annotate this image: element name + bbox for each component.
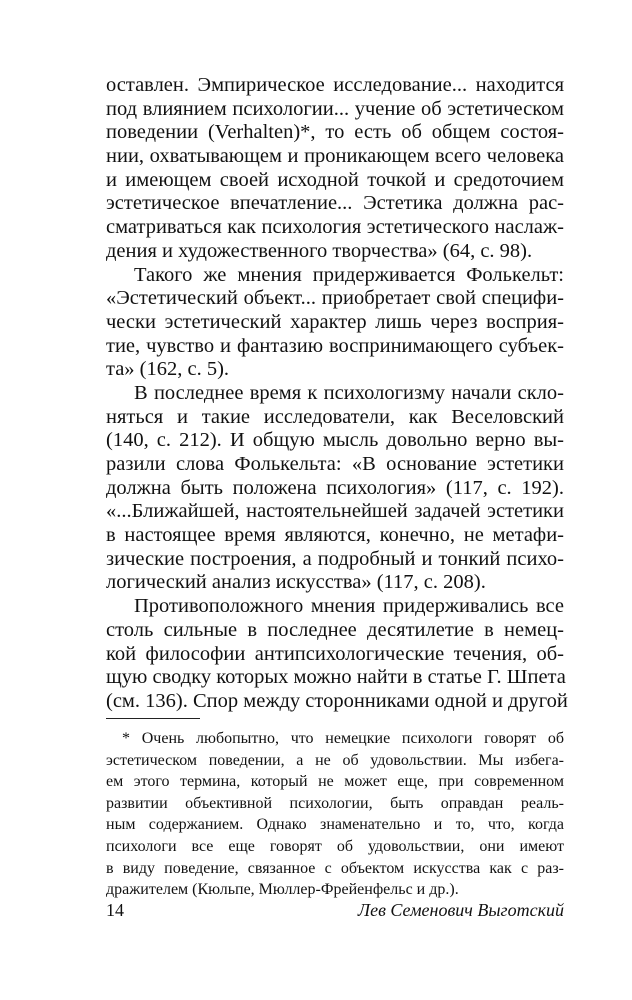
- text-line: дения и художественного творчества» (64, с. 98).: [106, 239, 533, 262]
- footnote-line: эстетическом поведении, а не об удовольствии. Мы избега-: [106, 751, 564, 769]
- footnote-line: развитии объективной психологии, быть оправдан реаль-: [106, 794, 564, 812]
- main-text: [106, 74, 568, 714]
- text-line: «Эстетический объект... приобретает свой специфи-: [106, 287, 564, 310]
- text-line: тие, чувство и фантазию воспринимающего субъек-: [106, 334, 564, 357]
- text-line: поведении (Verhalten)*, то есть об общем состоя-: [106, 121, 564, 144]
- text-line: нии, охватывающем и проникающем всего человека: [106, 145, 564, 168]
- footnote-line: в виду поведение, связанное с объектом искусства как с раз-: [106, 859, 564, 877]
- footnote: [106, 728, 564, 901]
- text-line: разили слова Фолькельта: «В основание эстетики: [106, 453, 564, 475]
- text-line: чески эстетический характер лишь через восприя-: [106, 310, 564, 333]
- footnote-line: ем этого термина, который не может еще, при современном: [106, 773, 564, 791]
- text-line: щую сводку которых можно найти в статье Г. Шпета: [106, 666, 566, 689]
- text-line: логический анализ искусства» (117, с. 208).: [106, 571, 486, 594]
- footnote-line: дражителем (Кюльпе, Мюллер-Фрейенфельс и др.).: [106, 881, 459, 899]
- text-line: оставлен. Эмпирическое исследование... находится: [106, 74, 564, 96]
- page-number: 14: [106, 900, 124, 920]
- text-line: (см. 136). Спор между сторонниками одной и другой: [106, 689, 568, 712]
- text-line: зические построения, а подробный и тонкий психо-: [106, 547, 564, 570]
- running-head-author: Лев Семенович Выготский: [357, 900, 564, 920]
- footnote-divider: [106, 718, 200, 719]
- text-line: под влиянием психологии... учение об эстетическом: [106, 97, 564, 120]
- footnote-line: * Очень любопытно, что немецкие психологи говорят об: [122, 730, 564, 747]
- text-line: сматриваться как психология эстетического наслаж-: [106, 216, 564, 239]
- text-line: и имеющем своей исходной точкой и средоточием: [106, 168, 564, 191]
- text-line: няться и такие исследователи, как Веселовский: [106, 405, 564, 428]
- text-line: эстетическое впечатление... Эстетика должна рас-: [106, 192, 564, 215]
- text-line: та» (162, с. 5).: [106, 358, 230, 381]
- footnote-line: психологи все еще говорят об удовольствии, они имеют: [106, 837, 564, 855]
- text-line: «...Ближайшей, настоятельнейшей задачей эстетики: [106, 500, 564, 523]
- footnote-line: ным содержанием. Однако знаменательно и то, что, когда: [106, 816, 564, 834]
- text-line: кой философии антипсихологические течения, об-: [106, 642, 564, 665]
- text-line: Такого же мнения придерживается Фолькельт:: [134, 263, 564, 286]
- text-line: Противоположного мнения придерживались все: [134, 595, 564, 618]
- text-line: в настоящее время являются, конечно, не метафи-: [106, 524, 564, 547]
- text-line: должна быть положена психология» (117, с. 192).: [106, 476, 564, 499]
- text-line: столь сильные в последнее десятилетие в немец-: [106, 618, 564, 641]
- page-footer: [106, 900, 564, 926]
- text-line: (140, с. 212). И общую мысль довольно верно вы-: [106, 429, 564, 452]
- text-line: В последнее время к психологизму начали скло-: [134, 381, 564, 404]
